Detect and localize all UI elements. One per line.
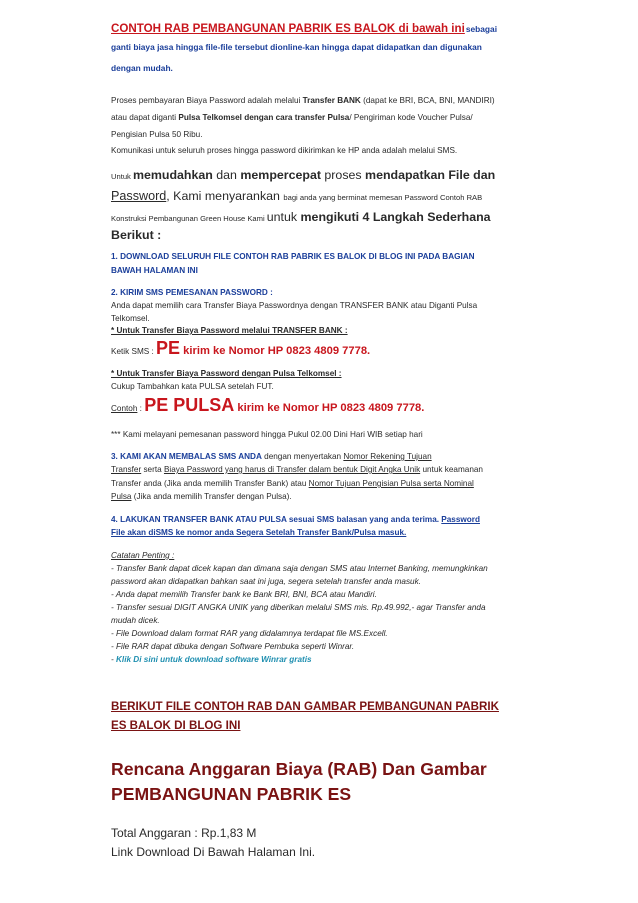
intro-emphasis: mempercepat — [240, 168, 321, 182]
notes-item-6 — [111, 655, 312, 664]
section-heading-line1: BERIKUT FILE CONTOH RAB DAN GAMBAR PEMBANGUNAN PABRIK — [111, 700, 499, 713]
notes-item-4: - File Download dalam format RAR yang didalamnya terdapat file MS.Excell. — [111, 629, 388, 638]
total-anggaran: Total Anggaran : Rp.1,83 M — [111, 826, 257, 840]
payment-text: / Pengiriman kode Voucher Pulsa/ — [349, 113, 473, 122]
step4-line2: File akan diSMS ke nomor anda Segera Setelah Transfer Bank/Pulsa masuk. — [111, 528, 407, 537]
download-note: Link Download Di Bawah Halaman Ini. — [111, 845, 316, 859]
step2-contoh: Contoh — [111, 404, 138, 413]
main-title-line2: PEMBANGUNAN PABRIK ES — [111, 784, 352, 804]
winrar-download-link[interactable]: Klik Di sini untuk download software Winrar gratis — [116, 655, 312, 664]
intro-password: Password — [111, 189, 167, 203]
intro-emphasis: mengikuti 4 Langkah Sederhana — [300, 210, 491, 224]
notes-item-1b: password akan didapatkan bahkan saat ini juga, segera setelah transfer anda masuk. — [111, 577, 421, 586]
step3-line3 — [111, 479, 474, 488]
step2-sms-code: PE — [156, 338, 181, 358]
step4-text: sesuai SMS balasan yang anda terima. — [286, 515, 442, 524]
step3-text: dengan menyertakan — [261, 452, 344, 461]
intro-line3 — [111, 208, 491, 230]
step4-title: 4. LAKUKAN TRANSFER BANK ATAU PULSA — [111, 515, 287, 524]
step3-title: 3. KAMI AKAN MEMBALAS SMS ANDA — [111, 452, 262, 461]
payment-text: atau dapat diganti — [111, 113, 179, 122]
intro-text: dan — [212, 168, 241, 182]
payment-text: (dapat ke BRI, BCA, BNI, MANDIRI) — [360, 96, 495, 105]
step3-text: Transfer anda (Jika anda memilih Transfer Bank) atau — [111, 479, 309, 488]
payment-text: Proses pembayaran Biaya Password adalah melalui — [111, 96, 303, 105]
intro-emphasis: memudahkan — [132, 168, 213, 182]
step2-desc1: Anda dapat memilih cara Transfer Biaya Passwordnya dengan TRANSFER BANK atau Diganti Pulsa — [111, 301, 478, 310]
step2-desc2: Telkomsel. — [111, 314, 150, 323]
step2-ketik: Ketik SMS : — [111, 347, 157, 356]
intro-line1 — [111, 166, 495, 188]
payment-line3: Pengisian Pulsa 50 Ribu. — [111, 130, 203, 139]
header-line2: ganti biaya jasa hingga file-file tersebut dionline-kan hingga dapat didapatkan dan digunakan — [111, 42, 482, 52]
main-title-line1: Rencana Anggaran Biaya (RAB) Dan Gambar — [111, 759, 487, 779]
notes-dash: - — [111, 655, 117, 664]
step2-title: 2. KIRIM SMS PEMESANAN PASSWORD : — [111, 288, 273, 297]
step1-line1: 1. DOWNLOAD SELURUH FILE CONTOH RAB PABRIK ES BALOK DI BLOG INI PADA BAGIAN — [111, 252, 475, 261]
header-line1 — [111, 22, 497, 35]
step2-phone: kirim ke Nomor HP 0823 4809 7778. — [180, 345, 371, 357]
notes-item-1: - Transfer Bank dapat dicek kapan dan dimana saja dengan SMS atau Internet Banking, memungkinkan — [111, 564, 488, 573]
intro-text: Konstruksi Pembangunan Green House Kami — [111, 214, 267, 223]
intro-line2 — [111, 187, 482, 209]
step2-bank-sms — [111, 338, 370, 362]
step2-colon: : — [137, 404, 145, 413]
step3-text: (Jika anda memilih Transfer dengan Pulsa). — [131, 492, 292, 501]
step3-text: untuk keamanan — [420, 465, 483, 474]
payment-line2 — [111, 113, 473, 122]
step3-nomor-pulsa: Nomor Tujuan Pengisian Pulsa serta Nominal — [308, 479, 474, 488]
notes-item-3: - Transfer sesuai DIGIT ANGKA UNIK yang diberikan melalui SMS mis. Rp.49.992,- agar Transfer anda — [111, 603, 486, 612]
notes-item-2: - Anda dapat memilih Transfer bank ke Bank BRI, BNI, BCA atau Mandiri. — [111, 590, 377, 599]
section-heading-line2: ES BALOK DI BLOG INI — [111, 719, 241, 732]
notes-title: Catatan Penting : — [111, 551, 175, 560]
intro-text: untuk — [266, 210, 301, 224]
step3-line4 — [111, 492, 292, 501]
intro-text: , Kami menyarankan — [166, 189, 284, 203]
notes-item-5: - File RAR dapat dibuka dengan Software Pembuka seperti Winrar. — [111, 642, 355, 651]
step3-transfer: Transfer — [111, 465, 142, 474]
step3-pulsa: Pulsa — [111, 492, 132, 501]
intro-emphasis: mendapatkan File dan — [365, 168, 496, 182]
intro-text: bagi anda yang berminat memesan Password Contoh RAB — [283, 193, 483, 202]
payment-pulsa: Pulsa Telkomsel dengan cara transfer Pulsa — [178, 113, 350, 122]
step2-pulsa-phone: kirim ke Nomor HP 0823 4809 7778. — [234, 402, 425, 414]
step3-text: serta — [141, 465, 164, 474]
intro-text: Untuk — [111, 172, 133, 181]
step2-pulsa-code: PE PULSA — [144, 395, 235, 415]
step3-rekening: Nomor Rekening Tujuan — [343, 452, 432, 461]
step3-line2 — [111, 465, 483, 474]
header-title: CONTOH RAB PEMBANGUNAN PABRIK ES BALOK di bawah ini — [111, 22, 465, 35]
payment-transfer-bank: Transfer BANK — [302, 96, 361, 105]
header-line3: dengan mudah. — [111, 63, 173, 73]
step2-pulsa-sms — [111, 395, 424, 419]
step4-line1 — [111, 515, 480, 524]
step2-pulsa-title: * Untuk Transfer Biaya Password dengan Pulsa Telkomsel : — [111, 369, 342, 378]
step3-line1 — [111, 452, 432, 461]
intro-text: proses — [320, 168, 366, 182]
notes-item-3b: mudah dicek. — [111, 616, 160, 625]
header-title-tail: sebagai — [465, 24, 498, 34]
step2-bank-title: * Untuk Transfer Biaya Password melalui TRANSFER BANK : — [111, 326, 348, 335]
step1-line2: BAWAH HALAMAN INI — [111, 266, 198, 275]
step4-password: Password — [441, 515, 480, 524]
step2-note: *** Kami melayani pemesanan password hingga Pukul 02.00 Dini Hari WIB setiap hari — [111, 430, 423, 439]
step3-biaya: Biaya Password yang harus di Transfer dalam bentuk Digit Angka Unik — [163, 465, 421, 474]
intro-line4: Berikut : — [111, 228, 162, 242]
payment-line4: Komunikasi untuk seluruh proses hingga password dikirimkan ke HP anda adalah melalui SMS. — [111, 146, 458, 155]
payment-line1 — [111, 96, 495, 105]
step2-cukup: Cukup Tambahkan kata PULSA setelah FUT. — [111, 382, 274, 391]
